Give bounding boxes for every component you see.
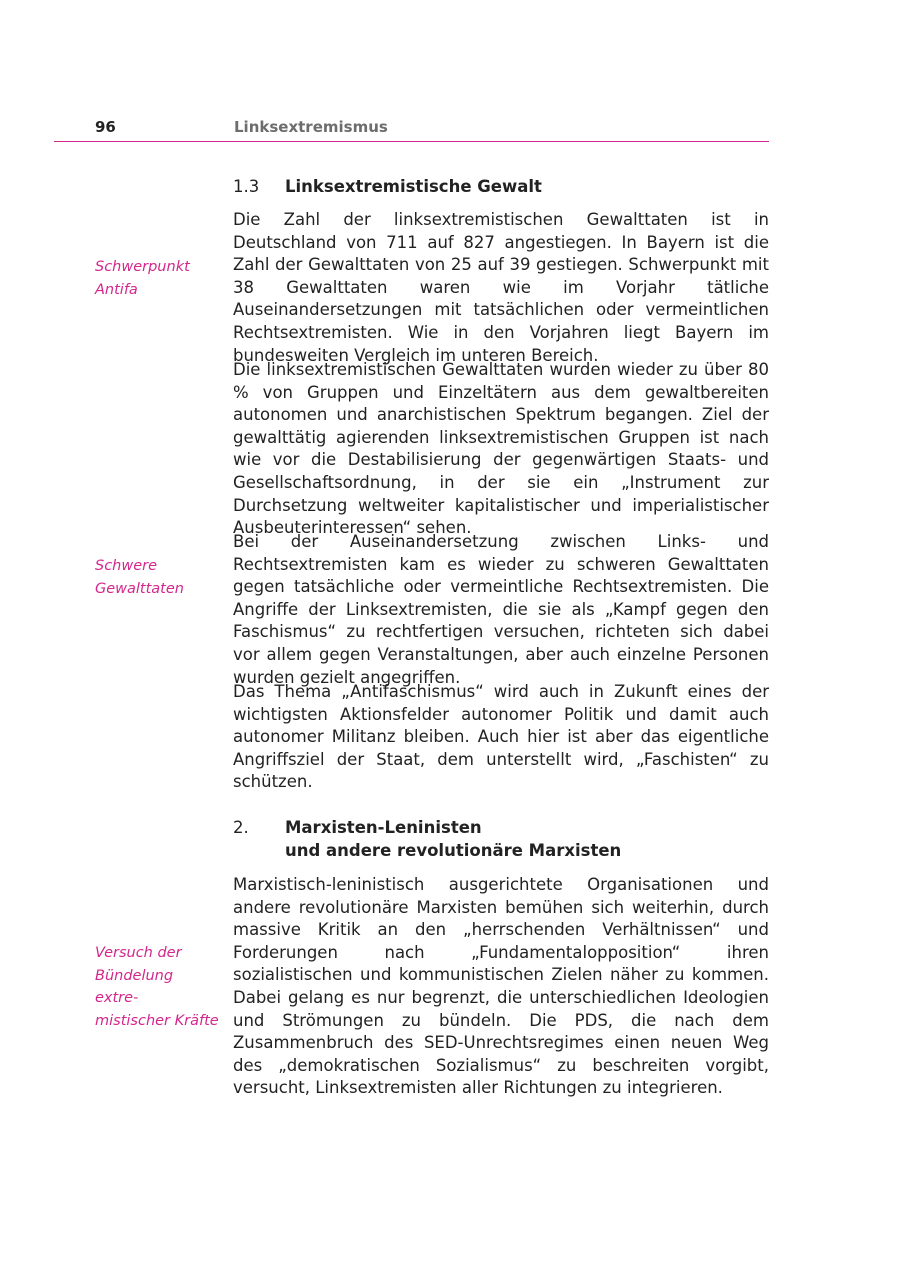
margin-note-line: Schwere (95, 558, 158, 574)
margin-note-buendelung (95, 942, 220, 1032)
paragraph: Die linksextremistischen Gewalttaten wurden wieder zu über 80 % von Gruppen und Einzeltätern aus dem gewaltbereiten autonomen und anarchistischen Spektrum begangen. Ziel der gewalttätig agierenden linksextremistischen Gruppen ist nach wie vor die Destabilisierung der gegenwärtigen Staats- und Gesellschaftsordnung, in der sie ein „Instrument zur Durchsetzung weltweiter kapitalistischer und imperialistischer Ausbeuterinteressen“ sehen. (233, 360, 769, 538)
margin-note-line: Bündelung extre- (95, 967, 174, 1007)
margin-note-line: Versuch der (95, 945, 182, 961)
section-title-line-1: Marxisten-Leninisten (285, 818, 482, 837)
margin-note-line: Schwerpunkt (95, 259, 190, 275)
paragraph: Die Zahl der linksextremistischen Gewalttaten ist in Deutschland von 711 auf 827 angestiegen. In Bayern ist die Zahl der Gewalttaten von 25 auf 39 gestiegen. Schwerpunkt mit 38 Gewalttaten waren wie im Vorjahr tätliche Auseinandersetzungen mit tatsächlichen oder vermeintlichen Rechtsextremisten. Wie in den Vorjahren liegt Bayern im bundesweiten Vergleich im unteren Bereich. (233, 210, 769, 365)
margin-note-line: mistischer Kräfte (95, 1012, 219, 1029)
margin-note-schwere-gewalttaten (95, 555, 220, 600)
section-number: 2. (233, 818, 249, 837)
margin-note-line: Antifa (95, 281, 138, 298)
section-title: Linksextremistische Gewalt (285, 177, 542, 196)
header-rule (54, 141, 769, 142)
section-title-line-2: und andere revolutionäre Marxisten (285, 841, 622, 860)
running-title: Linksextremismus (234, 118, 388, 136)
section-heading-2 (233, 817, 769, 863)
margin-note-schwerpunkt-antifa (95, 256, 220, 301)
paragraph: Bei der Auseinandersetzung zwischen Links- und Rechtsextremisten kam es wieder zu schweren Gewalttaten gegen tatsächliche oder vermeintliche Rechtsextremisten. Die Angriffe der Linksextremisten, die sie als „Kampf gegen den Faschismus“ zu rechtfertigen versuchen, richteten sich dabei vor allem gegen Veranstaltungen, aber auch einzelne Personen wurden gezielt angegriffen. (233, 532, 769, 687)
margin-note-line: Gewalttaten (95, 580, 184, 597)
section-number: 1.3 (233, 177, 260, 196)
paragraph: Marxistisch-leninistisch ausgerichtete Organisationen und andere revolutionäre Marxisten bemühen sich weiterhin, durch massive Kritik an den „herrschenden Verhältnissen“ und Forderungen nach „Fundamentalopposition“ ihren sozialistischen und kommunistischen Zielen näher zu kommen. Dabei gelang es nur begrenzt, die unterschiedlichen Ideologien und Strömungen zu bündeln. Die PDS, die nach dem Zusammenbruch des SED-Unrechtsregimes einen neuen Weg des „demokratischen Sozialismus“ zu beschreiten vorgibt, versucht, Linksextremisten aller Richtungen zu integrieren. (233, 875, 769, 1098)
paragraph: Das Thema „Antifaschismus“ wird auch in Zukunft eines der wichtigsten Aktionsfelder autonomer Politik und damit auch autonomer Militanz bleiben. Auch hier ist aber das eigentliche Angriffsziel der Staat, dem unterstellt wird, „Faschisten“ zu schützen. (233, 682, 769, 792)
page-header (95, 118, 769, 140)
section-heading-1-3 (233, 176, 769, 199)
page-number: 96 (95, 118, 116, 136)
